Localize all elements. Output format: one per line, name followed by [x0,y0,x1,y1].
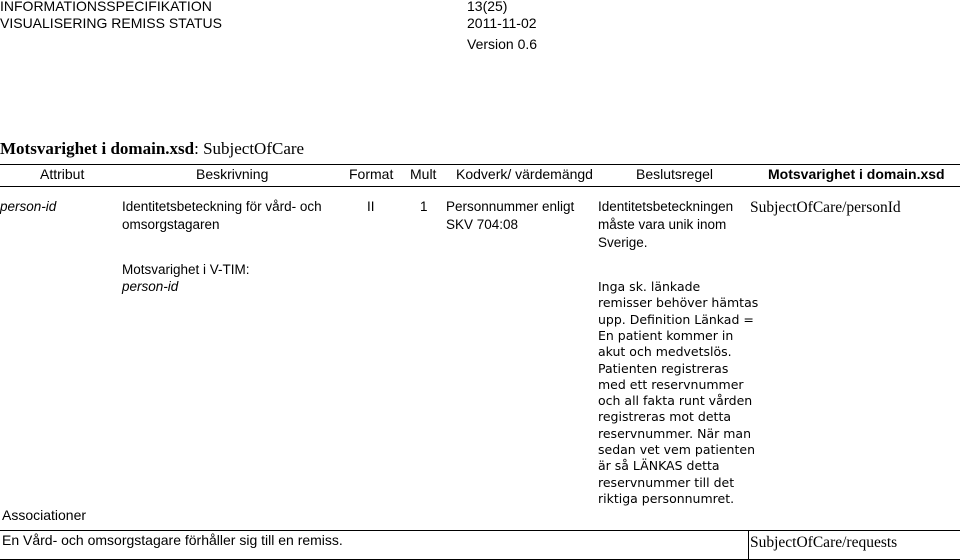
document-date: 2011-11-02 [467,15,537,31]
document-version: Version 0.6 [467,36,538,52]
table-top-rule [0,164,960,165]
column-header-kodverk: Kodverk/ värdemängd [456,166,593,182]
section-title-bold: Motsvarighet i domain.xsd [0,139,195,158]
note-line: riktiga personnumret. [598,490,735,506]
note-line: reservnummer till det [598,474,735,490]
attribute-person-id: person-id [0,199,57,214]
column-header-mult: Mult [410,166,437,182]
mapping-person-id: SubjectOfCare/personId [750,199,901,216]
doc-title: INFORMATIONSSPECIFIKATION [0,0,212,14]
note-line: och all fakta runt vården [598,393,753,409]
note-line: En patient kommer in [598,327,734,343]
associations-rule [0,530,960,531]
rule-line-3: Sverige. [598,235,648,250]
vtim-label: Motsvarighet i V-TIM: [122,262,250,277]
codeset-line-1: Personnummer enligt [446,199,575,214]
note-line: är så LÄNKAS detta [598,458,720,474]
table-header-rule [0,186,960,187]
note-line: reservnummer. När man [598,425,752,441]
column-header-format: Format [349,166,394,182]
note-line: remisser behöver hämtas [598,295,759,311]
section-title [0,139,304,159]
note-line: Inga sk. länkade [598,279,701,294]
description-line-1: Identitetsbeteckning för vård- och [122,199,322,214]
page-number: 13(25) [467,0,508,14]
vtim-value: person-id [122,279,179,294]
description-line-2: omsorgstagaren [122,217,220,232]
note-line: sedan vet vem patienten [598,442,755,457]
codeset-line-2: SKV 704:08 [446,217,519,232]
note-line: registreras mot detta [598,409,732,425]
format-value: II [367,199,375,214]
associations-text: En Vård- och omsorgstagare förhåller sig till en remiss. [2,532,343,548]
column-header-beslutsregel: Beslutsregel [636,166,714,182]
column-header-attribut: Attribut [40,166,85,182]
doc-subtitle: VISUALISERING REMISS STATUS [0,15,222,31]
note-line: akut och medvetslös. [598,344,732,360]
rule-line-1: Identitetsbeteckningen [598,199,734,214]
note-line: upp. Definition Länkad = [598,311,754,327]
associations-divider [748,530,749,560]
mult-value: 1 [420,199,428,214]
associations-heading: Associationer [2,507,87,523]
column-header-beskrivning: Beskrivning [196,166,269,182]
rule-line-2: måste vara unik inom [598,217,727,232]
note-line: med ett reservnummer [598,376,744,392]
note-line: Patienten registreras [598,360,729,376]
column-header-motsvarighet: Motsvarighet i domain.xsd [768,166,945,182]
section-title-rest: : SubjectOfCare [194,139,305,158]
mapping-requests: SubjectOfCare/requests [750,534,898,551]
